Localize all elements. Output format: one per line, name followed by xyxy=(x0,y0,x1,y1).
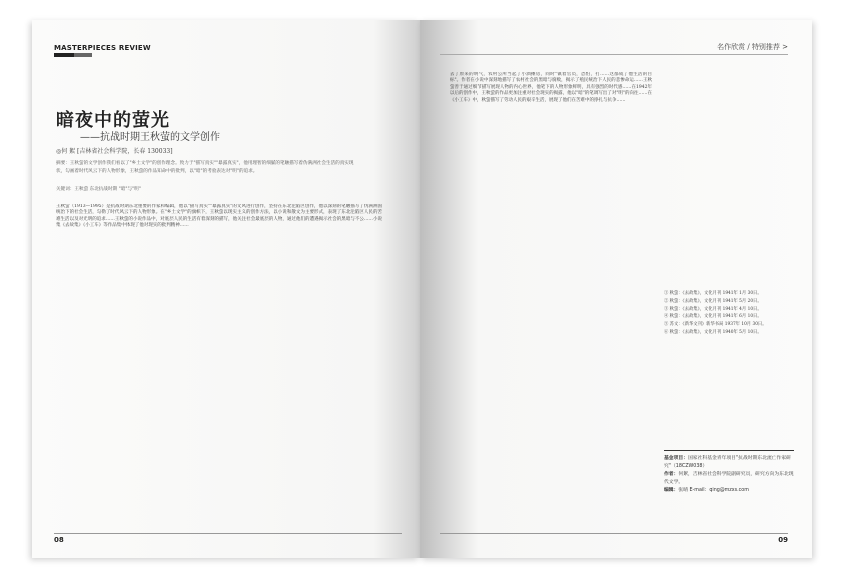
author-line: ◎何 絮 [吉林省社会科学院，长春 130033] xyxy=(56,148,173,155)
editor-info: 张晴 E-mail：qing@mzxs.com xyxy=(678,488,749,493)
section-header: 名作欣赏 / 特别推荐 > xyxy=(717,43,788,51)
body-text-right: 去了原来的明气，农村公所当起了小酒摊房，同时"镇着官员，恐怕，打……这都成了他生活的目标"。作者在小说中深刻地描写了农村社会的黑暗与腐败，揭示了殖民统治下人民的悲惨命运……王秋萤善于通过细节描写展现人物的内心世界，他笔下的人物形象鲜明，具有强烈的时代感……在1942年以后的创作中，王秋萤的作品更加注重对社会现实的揭露，他以"暗"的笔调写出了对"明"的向往……在《小工车》中，秋萤描写了劳动人民的艰辛生活，展现了他们在苦难中的挣扎与抗争…… xyxy=(450,72,652,103)
magazine-header: MASTERPIECES REVIEW xyxy=(54,44,151,52)
author-label: 作者： xyxy=(664,472,679,477)
fund-text: 国家社科基金青年项目"抗战时期东北流亡作家研究"（18CZW038） xyxy=(664,456,791,469)
footer-rule xyxy=(54,533,402,534)
abstract: 摘要：王秋萤的文学创作我们看以了"乡土文学"的创作理念。致力于"描写真实""暴露真实"，他用理智的细腻的笔触描写着伪满洲社会生活的真实现状，勾画着时代风云下的人物形象，王秋萤的作品知命中的批判，以"暗"的考验表达对"明"的追求。 xyxy=(56,161,354,174)
author-bio: 何絮，吉林省社会科学院副研究员，研究方向为东北现代文学。 xyxy=(664,472,794,485)
footnote: ① 秋萤：《去故集》，文化月刊 1941年 1月 30日。 xyxy=(664,291,762,296)
article-title: 暗夜中的萤光 xyxy=(56,110,170,131)
footnote: ② 秋萤：《去故集》，文化月刊 1941年 5月 20日。 xyxy=(664,298,762,304)
footnotes xyxy=(664,290,788,420)
footnote: ③ 秋萤：《去故集》，文化月刊 1941年 4月 10日。 xyxy=(664,306,762,312)
footnote: ⑥ 秋萤：《去故集》，文化月刊 1940年 5月 10日。 xyxy=(664,329,762,335)
fund-info-box xyxy=(664,450,794,495)
left-page xyxy=(32,20,420,558)
right-page xyxy=(420,20,812,558)
header-rule xyxy=(440,54,788,55)
page-number-right: 09 xyxy=(778,536,788,544)
footnote: ④ 秋萤：《去故集》，文化月刊 1941年 6月 10日。 xyxy=(664,314,762,320)
header-bar-decoration xyxy=(54,53,92,57)
page-number-left: 08 xyxy=(54,536,64,544)
body-text-left: 王秋萤（1913—1995）是抗战时期东北重要的作家和编辑，他以"描写真实""暴露真实"的文风进行创作，坚持在东北沦陷区创作，他以深刻的笔触描写了伪满洲国统治下的社会生活，勾勒了时代风云下的人物形象。在"乡土文学"的旗帜下，王秋萤以现实主义的创作方法，以小说和散文为主要形式，表现了东北沦陷区人民的苦难生活以及对光明的追求……王秋萤的小说作品中，对底层人民的生活有着深刻的描写，他关注社会最底层的人物，通过他们的遭遇揭示社会的黑暗与不公……小说集《去故集》《小工车》等作品集中体现了他对现实的批判精神…… xyxy=(56,204,382,229)
footnote: ⑤ 苏文：《新华文刊》新华书局 1937年 10月 30日。 xyxy=(664,322,767,328)
fund-label: 基金项目： xyxy=(664,456,688,461)
keywords: 关键词：王秋萤 东北抗战时期 "暗"与"明" xyxy=(56,187,141,192)
footer-rule xyxy=(440,533,788,534)
editor-label: 编辑： xyxy=(664,488,679,493)
article-subtitle: ——抗战时期王秋萤的文学创作 xyxy=(80,132,220,143)
